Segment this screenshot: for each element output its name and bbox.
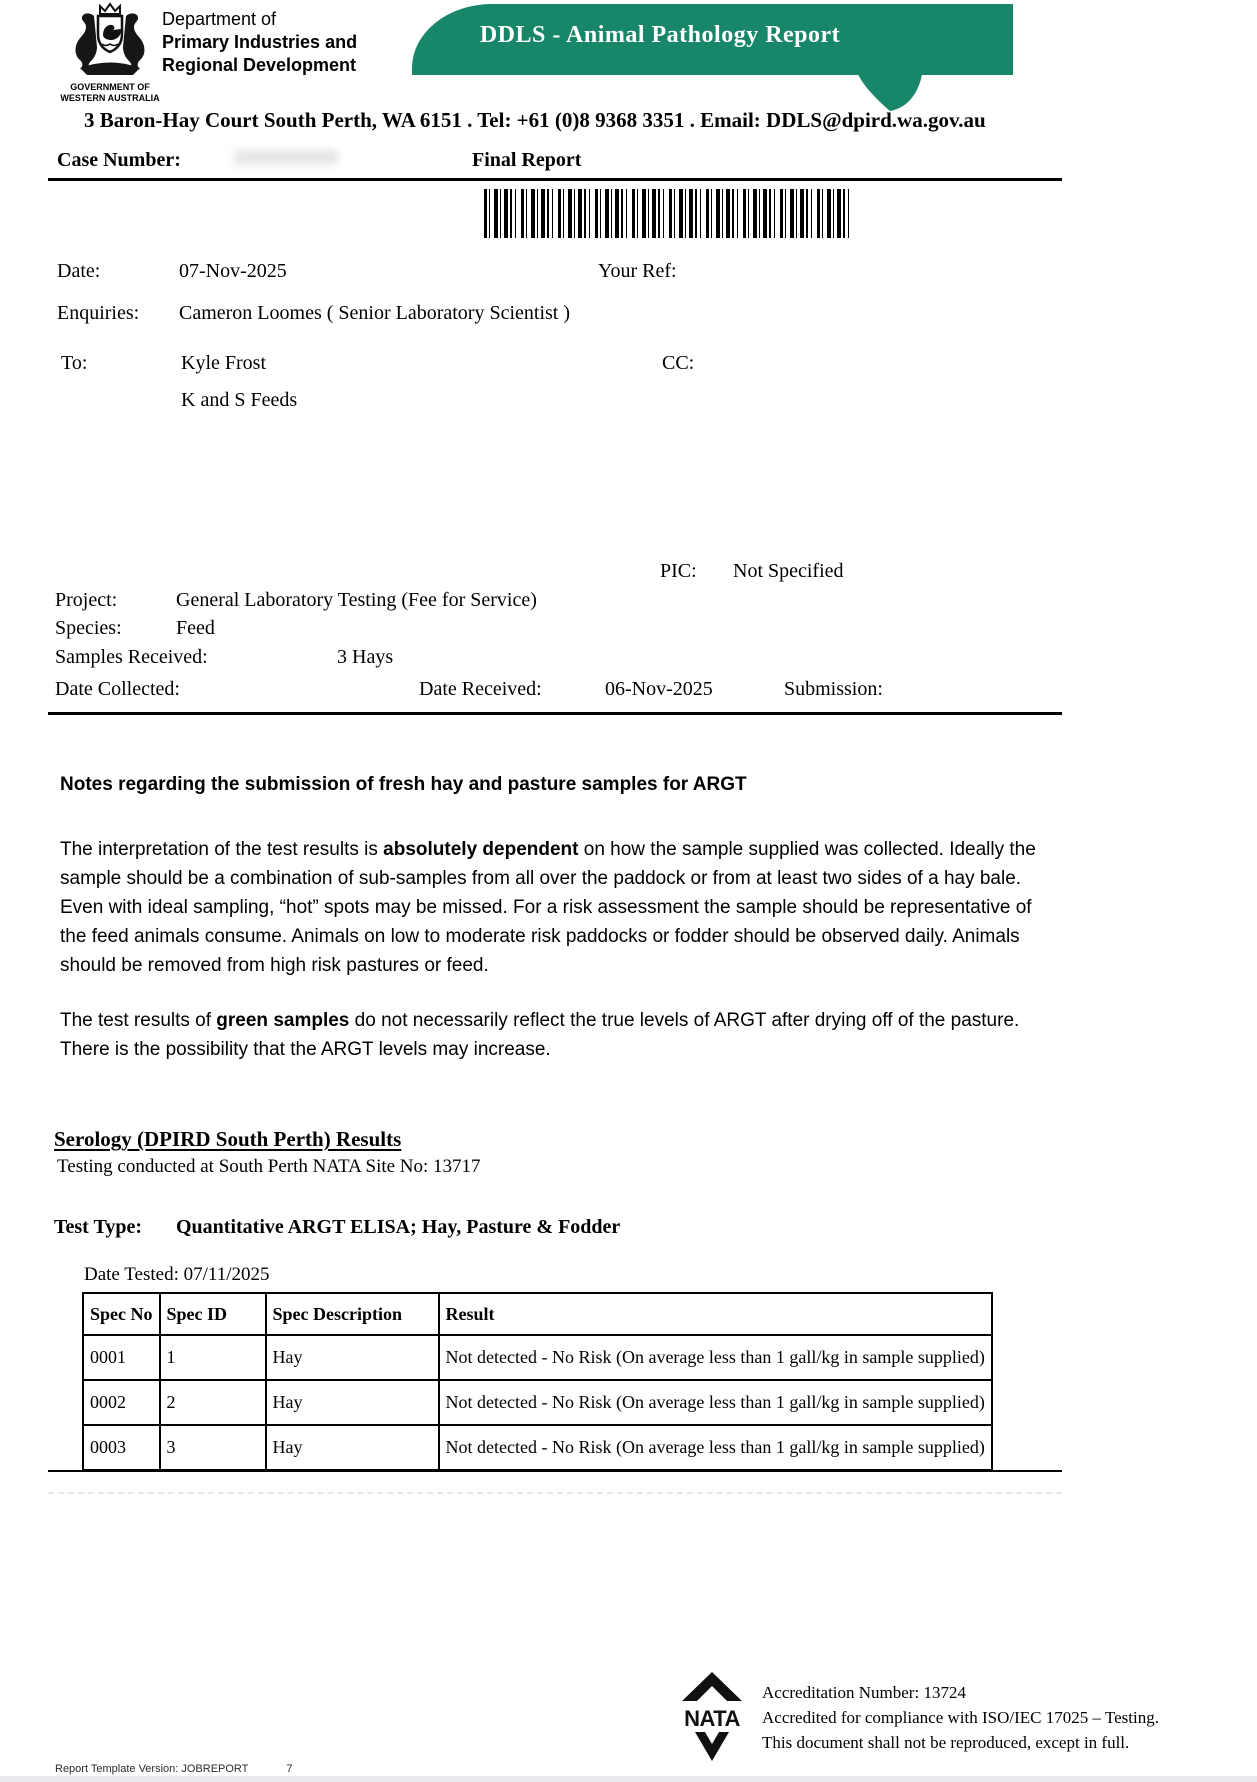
cell-spec-id: 2	[160, 1380, 266, 1425]
cell-spec-no: 0002	[83, 1380, 160, 1425]
table-row	[83, 1380, 992, 1425]
cell-spec-description: Hay	[266, 1380, 439, 1425]
address-line: 3 Baron-Hay Court South Perth, WA 6151 . Tel: +61 (0)8 9368 3351 . Email: DDLS@dpird.wa.gov.au	[84, 108, 986, 132]
notes-p2-text-b: do not necessarily reflect the true levels of ARGT after drying off of the pasture. There is the possibility that the ARGT levels may increase.	[60, 1010, 1020, 1060]
dept-line3: Regional Development	[162, 55, 357, 75]
nata-logo-text: NATA	[684, 1706, 740, 1731]
dept-line2: Primary Industries and	[162, 32, 358, 52]
cell-spec-no: 0001	[83, 1335, 160, 1380]
to-organisation: K and S Feeds	[181, 389, 298, 411]
col-header-spec-no: Spec No	[83, 1293, 160, 1335]
cell-spec-description: Hay	[266, 1425, 439, 1470]
pic-value: Not Specified	[733, 560, 844, 582]
department-name	[162, 8, 357, 77]
nata-logo	[674, 1668, 750, 1762]
samples-received-value: 3 Hays	[337, 646, 394, 668]
cc-label: CC:	[662, 352, 695, 374]
notes-p2-text-a: The test results of	[60, 1010, 217, 1031]
serology-heading	[54, 1127, 401, 1152]
cell-result: Not detected - No Risk (On average less than 1 gall/kg in sample supplied)	[439, 1380, 992, 1425]
case-number-label: Case Number:	[57, 149, 181, 171]
nata-line3: This document shall not be reproduced, except in full.	[762, 1733, 1130, 1752]
test-type-label: Test Type:	[54, 1216, 142, 1238]
project-label: Project:	[55, 589, 118, 611]
table-row	[83, 1335, 992, 1380]
report-status: Final Report	[472, 149, 582, 171]
notes-heading: Notes regarding the submission of fresh hay and pasture samples for ARGT	[60, 774, 747, 795]
dept-line1: Department of	[162, 9, 277, 29]
nata-line1: Accreditation Number: 13724	[762, 1683, 966, 1702]
gov-line2: WESTERN AUSTRALIA	[60, 93, 160, 103]
notes-p1-text-a: The interpretation of the test results is	[60, 839, 384, 860]
notes-paragraph-2	[60, 1006, 1042, 1064]
results-table	[82, 1292, 993, 1471]
your-ref-label: Your Ref:	[598, 260, 677, 282]
nata-line2: Accredited for compliance with ISO/IEC 17025 – Testing.	[762, 1708, 1159, 1727]
notes-paragraph-1	[60, 835, 1042, 980]
footer-template-version	[55, 1763, 292, 1775]
coat-of-arms-graphic	[62, 2, 158, 80]
report-banner-title: DDLS - Animal Pathology Report	[479, 22, 841, 48]
to-label: To:	[61, 352, 88, 374]
notes-p1-bold: absolutely dependent	[383, 839, 579, 860]
serology-heading-text: Serology (DPIRD South Perth) Results	[54, 1127, 402, 1151]
date-received-value: 06-Nov-2025	[605, 678, 713, 700]
pic-label: PIC:	[660, 560, 697, 582]
table-header-row	[83, 1293, 992, 1335]
serology-subheading: Testing conducted at South Perth NATA Site No: 13717	[57, 1156, 481, 1177]
species-label: Species:	[55, 617, 122, 639]
faint-dashed-separator	[48, 1492, 1062, 1494]
date-label: Date:	[57, 260, 101, 282]
date-received-label: Date Received:	[419, 678, 542, 700]
col-header-spec-id: Spec ID	[160, 1293, 266, 1335]
cell-spec-id: 1	[160, 1335, 266, 1380]
report-banner-tail	[858, 74, 922, 112]
nata-accreditation-text	[762, 1680, 1182, 1755]
cell-spec-description: Hay	[266, 1335, 439, 1380]
cell-spec-id: 3	[160, 1425, 266, 1470]
cell-result: Not detected - No Risk (On average less than 1 gall/kg in sample supplied)	[439, 1425, 992, 1470]
col-header-spec-description: Spec Description	[266, 1293, 439, 1335]
case-barcode	[484, 189, 851, 238]
header-divider-rule	[48, 178, 1062, 181]
bottom-edge-band	[0, 1776, 1257, 1782]
nata-logo-graphic	[674, 1668, 750, 1762]
submission-label: Submission:	[784, 678, 883, 700]
enquiries-label: Enquiries:	[57, 302, 140, 324]
wa-coat-of-arms-logo	[62, 2, 158, 80]
footer-template-label: Report Template Version: JOBREPORT	[55, 1763, 249, 1775]
cell-result: Not detected - No Risk (On average less than 1 gall/kg in sample supplied)	[439, 1335, 992, 1380]
info-divider-rule	[48, 712, 1062, 715]
project-value: General Laboratory Testing (Fee for Service)	[176, 589, 537, 611]
table-row	[83, 1425, 992, 1470]
government-of-caption	[30, 82, 190, 104]
date-tested: Date Tested: 07/11/2025	[84, 1264, 270, 1285]
notes-p1-text-b: on how the sample supplied was collected. Ideally the sample should be a combination of sub-samples from all over the paddock or from at least two sides of a hay bale. Even with ideal sampling, “hot” spots may be missed. For a risk assessment the sample should be representative of the feed animals consume. Animals on low to moderate risk paddocks or fodder should be observed daily. Animals should be removed from high risk pastures or feed.	[60, 839, 1036, 976]
date-collected-label: Date Collected:	[55, 678, 180, 700]
test-type-value: Quantitative ARGT ELISA; Hay, Pasture & Fodder	[176, 1216, 621, 1238]
case-number-redacted-value	[234, 150, 338, 165]
date-value: 07-Nov-2025	[179, 260, 287, 282]
col-header-result: Result	[439, 1293, 992, 1335]
table-divider-rule	[48, 1470, 1062, 1472]
cell-spec-no: 0003	[83, 1425, 160, 1470]
gov-line1: GOVERNMENT OF	[70, 82, 150, 92]
footer-template-number: 7	[286, 1763, 293, 1775]
enquiries-value: Cameron Loomes ( Senior Laboratory Scientist )	[179, 302, 571, 324]
notes-p2-bold: green samples	[216, 1010, 350, 1031]
samples-received-label: Samples Received:	[55, 646, 208, 668]
species-value: Feed	[176, 617, 215, 639]
to-name: Kyle Frost	[181, 352, 266, 374]
